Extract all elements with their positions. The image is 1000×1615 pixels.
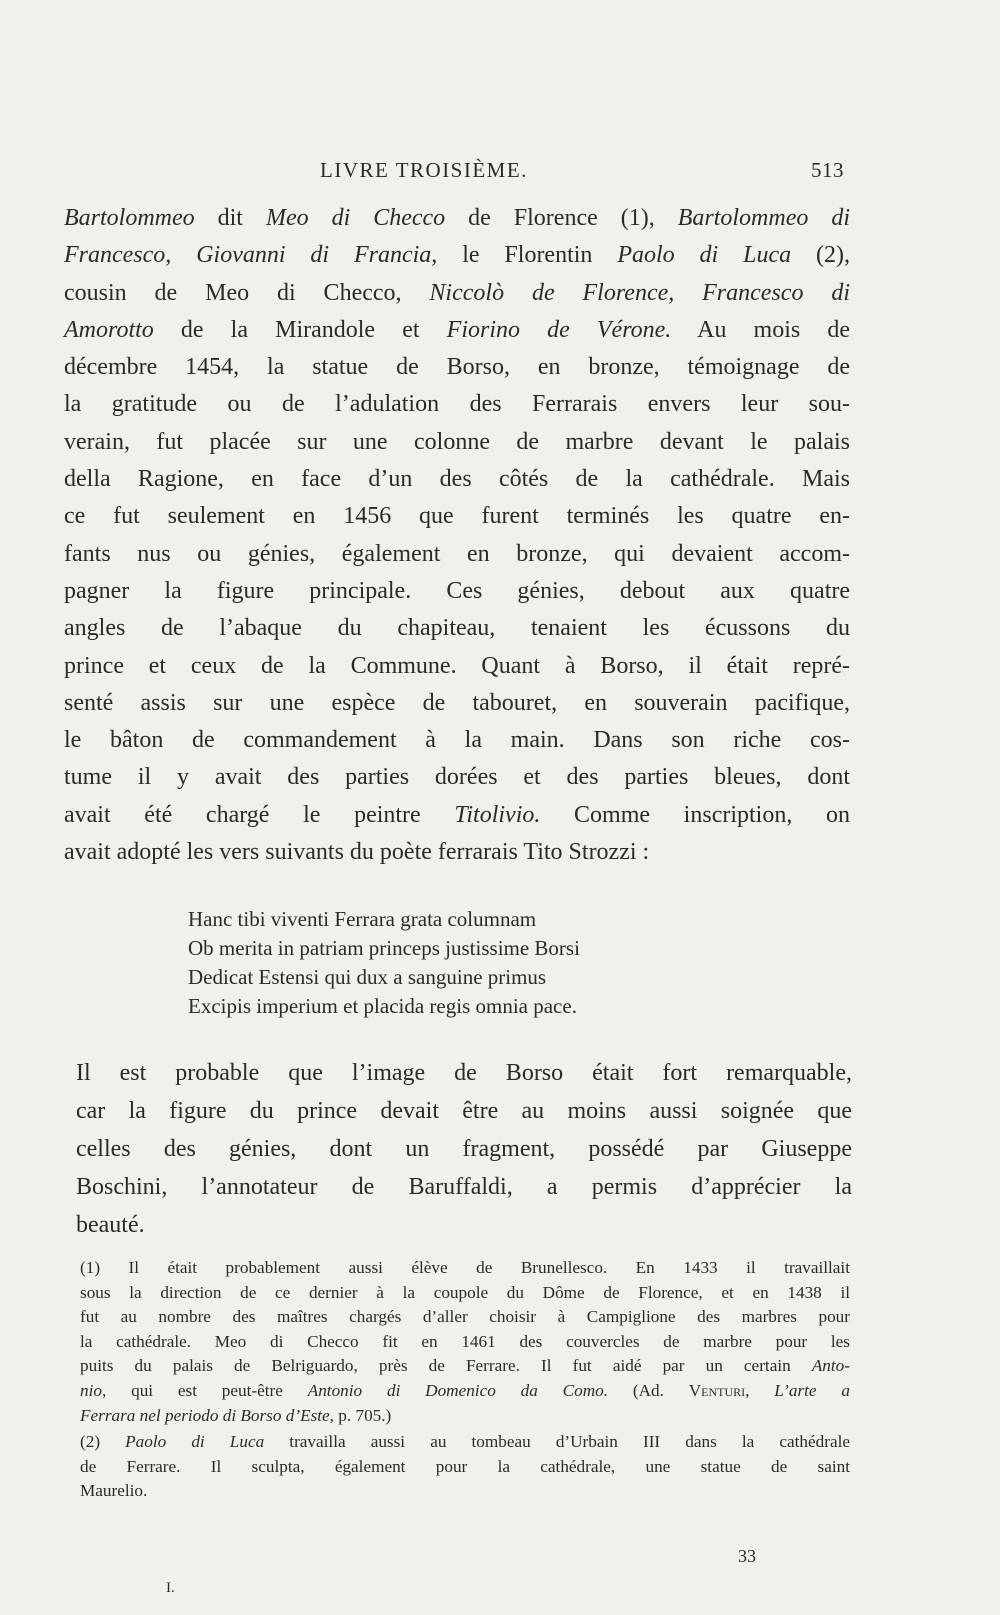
text-run: Comme inscription, on (540, 801, 850, 828)
text-line (80, 1354, 850, 1379)
footnotes (80, 1256, 850, 1504)
text-line (64, 573, 850, 610)
text-run: (2) (80, 1432, 126, 1452)
text-line (64, 536, 850, 573)
text-run: de Ferrare. Il sculpta, également pour la cathédrale, une statue de saint (80, 1456, 850, 1476)
text-run: la cathédrale. Meo di Checco fit en 1461 des couvercles de marbre pour les (80, 1331, 850, 1351)
text-line (64, 386, 850, 423)
text-run: dit (194, 205, 266, 231)
text-line (64, 275, 850, 312)
italic-run: Paolo di Luca (125, 1432, 265, 1452)
text-run: Maurelio. (80, 1481, 148, 1501)
italic-run: Fiorino de Vérone. (446, 316, 672, 343)
text-run: angles de l’abaque du chapiteau, tenaient les écussons du (64, 615, 850, 642)
text-line (76, 1054, 852, 1092)
text-line (64, 797, 850, 834)
text-line (80, 1379, 850, 1404)
text-run: la gratitude ou de l’adulation des Ferrarais envers leur sou- (64, 391, 850, 418)
verse-line: Dedicat Estensi qui dux a sanguine primus (188, 965, 547, 989)
text-run: Venturi (688, 1380, 746, 1400)
text-run: celles des génies, dont un fragment, possédé par Giuseppe (76, 1136, 852, 1162)
text-line (80, 1404, 850, 1429)
footnote-2 (80, 1430, 850, 1504)
text-run: ce fut seulement en 1456 que furent terminés les quatre en- (64, 503, 850, 530)
text-run: le bâton de commandement à la main. Dans son riche cos- (64, 727, 850, 754)
italic-run: nio, (80, 1380, 107, 1400)
italic-run: Paolo di Luca (617, 242, 792, 269)
text-run: de la Mirandole et (153, 316, 447, 343)
text-run: senté assis sur une espèce de tabouret, en souverain pacifique, (64, 689, 850, 716)
italic-run: Niccolò de Florence, Francesco di (429, 279, 851, 306)
text-run: prince et ceux de la Commune. Quant à Borso, il était repré- (64, 652, 850, 679)
italic-run: Meo di Checco (265, 205, 446, 231)
text-run: della Ragione, en face d’un des côtés de la cathédrale. Mais (64, 466, 850, 493)
text-line (80, 1281, 850, 1306)
footnote-1 (80, 1256, 850, 1428)
text-line (64, 648, 850, 685)
text-run: tume il y avait des parties dorées et des parties bleues, dont (64, 764, 850, 791)
text-line (80, 1256, 850, 1281)
text-line (80, 1430, 850, 1455)
text-line (76, 1092, 852, 1130)
text-run: Il est probable que l’image de Borso était fort remarquable, (76, 1060, 852, 1086)
text-line (76, 1130, 852, 1168)
text-run: de Florence (1), (445, 205, 678, 231)
latin-inscription (188, 905, 748, 1021)
text-line (64, 424, 850, 461)
text-line (76, 1168, 852, 1206)
italic-run: Titolivio. (454, 801, 541, 828)
italic-run: Ferrara nel periodo di Borso d’Este, (80, 1405, 334, 1425)
text-run: p. 705.) (333, 1405, 392, 1425)
verse-line: Hanc tibi viventi Ferrara grata columnam (188, 907, 537, 931)
verse-line: Excipis imperium et placida regis omnia pace. (188, 994, 577, 1018)
text-run: , (745, 1380, 775, 1400)
running-title: LIVRE TROISIÈME. (320, 158, 528, 182)
text-line (64, 610, 850, 647)
italic-run: Francesco, Giovanni di Francia, (64, 242, 438, 269)
text-run: qui est peut-être (106, 1380, 308, 1400)
text-run: le Florentin (437, 242, 618, 269)
text-run: décembre 1454, la statue de Borso, en bronze, témoignage de (64, 354, 850, 381)
text-run: avait été chargé le peintre (64, 801, 455, 828)
text-line (80, 1479, 850, 1504)
paragraph-main (64, 200, 850, 871)
verse-line: Ob merita in patriam princeps justissime Borsi (188, 936, 580, 960)
text-line (64, 312, 850, 349)
text-run: avait adopté les vers suivants du poète ferrarais Tito Strozzi : (64, 839, 650, 866)
text-run: fants nus ou génies, également en bronze, qui devaient accom- (64, 540, 850, 567)
text-line (80, 1455, 850, 1480)
text-run: verain, fut placée sur une colonne de marbre devant le palais (64, 428, 850, 455)
text-run: puits du palais de Belriguardo, près de Ferrare. Il fut aidé par un certain (80, 1356, 812, 1376)
text-run: sous la direction de ce dernier à la coupole du Dôme de Florence, et en 1438 il (80, 1282, 850, 1302)
text-run: car la figure du prince devait être au moins aussi soignée que (76, 1098, 852, 1124)
text-line (76, 1206, 852, 1244)
italic-run: Bartolommeo (64, 205, 195, 231)
text-run: pagner la figure principale. Ces génies, debout aux quatre (64, 577, 850, 604)
running-header (64, 158, 844, 188)
text-line (64, 722, 850, 759)
text-run: Au mois de (671, 316, 851, 343)
text-run: (Ad. (608, 1380, 689, 1400)
text-line (64, 685, 850, 722)
italic-run: Amorotto (64, 316, 154, 343)
text-run: cousin de Meo di Checco, (64, 279, 430, 306)
text-run: Boschini, l’annotateur de Baruffaldi, a permis d’apprécier la (76, 1174, 852, 1200)
text-run: travailla aussi au tombeau d’Urbain III dans la cathédrale (264, 1432, 850, 1452)
text-run: beauté. (76, 1212, 145, 1238)
text-line (64, 349, 850, 386)
italic-run: Bartolommeo di (677, 205, 850, 231)
text-line (64, 498, 850, 535)
text-line (64, 237, 850, 274)
text-run: (2), (791, 242, 851, 269)
text-line (80, 1330, 850, 1355)
text-line (80, 1305, 850, 1330)
text-line (64, 834, 850, 871)
text-run: fut au nombre des maîtres chargés d’aller choisir à Campiglione des marbres pour (80, 1307, 850, 1327)
signature-mark: I. (166, 1580, 175, 1596)
text-line (64, 200, 850, 237)
italic-run: Anto- (811, 1356, 850, 1376)
page-number: 513 (811, 158, 844, 182)
sheet-number: 33 (738, 1546, 756, 1566)
text-line (64, 461, 850, 498)
text-line (64, 759, 850, 796)
italic-run: Antonio di Domenico da Como. (307, 1380, 609, 1400)
text-run: (1) Il était probablement aussi élève de Brunellesco. En 1433 il travaillait (80, 1258, 850, 1277)
paragraph-second (76, 1054, 852, 1244)
italic-run: L’arte a (774, 1380, 850, 1400)
